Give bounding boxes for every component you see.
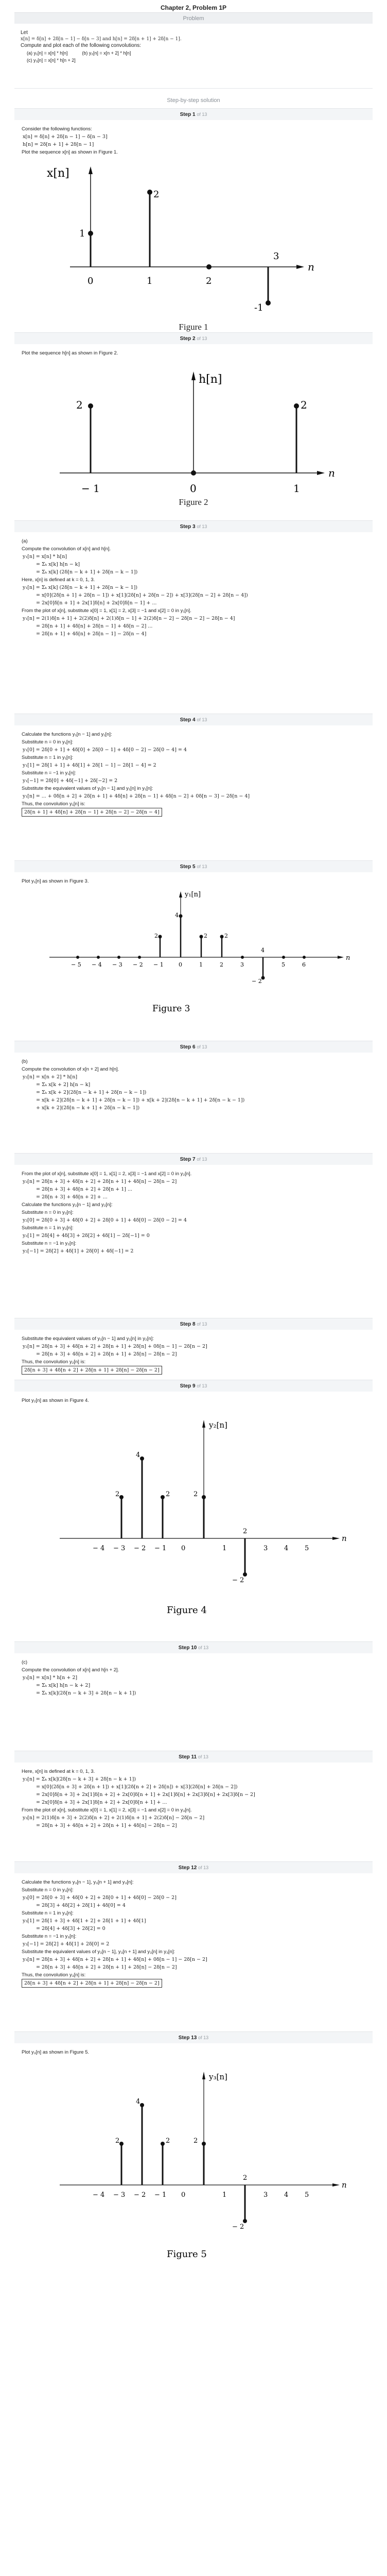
value-label: − 2: [232, 2223, 244, 2231]
tick-label: 5: [305, 2191, 309, 2199]
stem-dot: [119, 1495, 124, 1499]
figure-caption: Figure 5: [167, 2249, 207, 2260]
y-axis-arrow: [202, 1420, 205, 1428]
tick-label: 3: [263, 2191, 268, 2199]
value-label: − 2: [232, 1577, 244, 1584]
step-text: Plot the sequence x[n] as shown in Figure 1.: [22, 149, 118, 155]
step-header[interactable]: Step 1 of 13: [14, 109, 373, 120]
tick-label: 0: [179, 961, 182, 968]
tick-label: − 1: [154, 1545, 167, 1552]
axis-label-y: h[n]: [199, 373, 222, 386]
step-13: [14, 2031, 373, 2276]
value-label: 2: [301, 399, 307, 411]
stem-dot: [243, 2219, 247, 2223]
step-text: Plot y₁[n] as shown in Figure 3.: [22, 878, 89, 884]
chapter-title: Chapter 2, Problem 1P: [160, 4, 227, 11]
step-text: Calculate the functions y₂[n − 1] and y₂[n]:: [22, 1202, 113, 1208]
step-7: [14, 1153, 373, 1318]
step-text: Substitute n = 0 in y₂[n]:: [22, 1210, 74, 1215]
equation: = 2δ[n + 3] + 4δ[n + 2] + 2δ[n + 1] + 4δ[n] − 2δ[n − 2]: [36, 1823, 177, 1828]
step-text: Substitute n = −1 in y₁[n]:: [22, 770, 76, 776]
equation: y₂[n] = 2δ[n + 3] + 4δ[n + 2] + 2δ[n + 1] + 4δ[n] − 2δ[n − 2]: [23, 1179, 177, 1184]
equation: y₂[−1] = 2δ[2] + 4δ[1] + 2δ[0] + 4δ[−1] = 2: [23, 1248, 134, 1254]
tick-label: − 2: [133, 961, 143, 968]
equation: = 2δ[3] + 4δ[2] + 2δ[1] + 4δ[0] = 4: [36, 1903, 126, 1908]
value-label: − 2: [252, 978, 262, 985]
equation: y₁[n] = ... + 0δ[n + 2] + 2δ[n + 1] + 4δ[n] + 2δ[n − 1] + 4δ[n − 2] + 0δ[n − 3] − 2δ[n − 4]: [23, 793, 250, 799]
value-label: 1: [79, 228, 85, 239]
axis-label-y: y₃[n]: [209, 2072, 227, 2081]
equation: y₃[n] = Σₖ x[k](2δ[n − k + 3] + 2δ[n − k + 1]): [23, 1776, 136, 1782]
stem-dot: [202, 1495, 206, 1499]
equation: y₂[n] = x[n + 2] * h[n]: [23, 1074, 78, 1080]
value-label: 2: [115, 2137, 120, 2145]
figure-caption: Figure 3: [152, 1004, 190, 1014]
equation: = 2x[0]δ[n + 3] + 2x[1]δ[n + 2] + 2x[0]δ[n + 1] + ...: [36, 1800, 167, 1805]
zero-dot: [282, 956, 285, 959]
problem-instruction: Compute and plot each of the following convolutions:: [21, 43, 142, 48]
equation: + x[k + 2](2δ[n − k + 1] + 2δ[n − k − 1]): [36, 1105, 140, 1111]
tick-label: 2: [220, 961, 223, 968]
step-text: (c): [22, 1659, 28, 1665]
step-text: Substitute the equivalent values of y₂[n − 1] and y₂[n] in y₂[n]:: [22, 1336, 154, 1342]
problem-let: Let: [21, 30, 28, 36]
tick-label: − 3: [113, 1545, 126, 1552]
stem-n3-dot: [266, 300, 271, 306]
tick-label: − 1: [154, 2191, 167, 2199]
value-label: 4: [136, 1451, 140, 1459]
step-text: Plot the sequence h[n] as shown in Figure 2.: [22, 350, 118, 356]
problem-parts: [27, 50, 366, 56]
tick-label: − 1: [153, 961, 164, 968]
value-label: 2: [154, 933, 158, 939]
step-text: Substitute n = 1 in y₂[n]:: [22, 1225, 74, 1231]
value-label: 2: [115, 1490, 120, 1498]
step-header[interactable]: Step 4 of 13: [14, 714, 373, 725]
tick-label: 1: [293, 482, 300, 495]
tick-label: 3: [240, 961, 244, 968]
step-text: (a): [22, 538, 28, 544]
equation: = 2δ[4] + 4δ[3] + 2δ[2] = 0: [36, 1926, 105, 1931]
step-header[interactable]: Step 2 of 13: [14, 333, 373, 344]
equation: = x[0](2δ[n + 1] + 2δ[n − 1]) + x[1](2δ[n] + 2δ[n − 2]) + x[3](2δ[n − 2] + 2δ[n − 4]): [36, 592, 248, 598]
zero-dot: [76, 956, 79, 959]
equation: y₁[n] = x[n] * h[n]: [23, 554, 67, 560]
zero-dot: [138, 956, 141, 959]
tick-label: − 4: [92, 961, 102, 968]
equation: h[n] = 2δ[n + 1] + 2δ[n − 1]: [23, 142, 94, 147]
equation: y₃[0] = 2δ[0 + 3] + 4δ[0 + 2] + 2δ[0 + 1] + 4δ[0] − 2δ[0 − 2]: [23, 1895, 177, 1901]
equation: y₃[n] = 2(1)δ[n + 3] + 2(2)δ[n + 2] + 2(1)δ[n + 1] + 2(2)δ[n] − 2δ[n − 2]: [23, 1815, 205, 1821]
stem-dot: [159, 935, 162, 939]
equation: = Σₖ x[k] h[n − k]: [36, 562, 80, 567]
step-12: [14, 1861, 373, 2031]
x-axis-arrow: [332, 1537, 340, 1540]
problem-definition: x[n] = δ[n] + 2δ[n − 1] − δ[n − 3] and h[n] = 2δ[n + 1] + 2δ[n − 1].: [21, 37, 182, 42]
tick-label: − 2: [134, 1545, 146, 1552]
step-header[interactable]: Step 8 of 13: [14, 1318, 373, 1330]
tick-label: − 4: [93, 1545, 105, 1552]
step-text: From the plot of x[n], substitute x[0] = 1, x[1] = 2, x[3] = −1 and x[2] = 0 in y₂[n].: [22, 1171, 192, 1177]
stem-dot: [179, 914, 183, 918]
step-text: (b): [22, 1059, 28, 1064]
tick-label: 0: [181, 1545, 186, 1552]
tick-label: 0: [190, 482, 197, 495]
step-text: Compute the convolution of x[n] and h[n].: [22, 546, 111, 552]
axis-label-y: y₂[n]: [209, 1420, 227, 1430]
stem-dot: [88, 403, 93, 409]
equation: = 2δ[n + 3] + 4δ[n + 2] + 2δ[n + 1] + 2δ[n] − 2δ[n − 2]: [36, 1964, 177, 1970]
stem-n0-dot: [88, 231, 93, 236]
x-axis-arrow: [332, 2183, 340, 2187]
step-text: Substitute the equivalent values of y₁[n − 1] and y₁[n] in y₁[n]:: [22, 786, 153, 791]
equation: y₁[n] = 2(1)δ[n + 1] + 2(2)δ[n] + 2(1)δ[n − 1] + 2(2)δ[n − 2] − 2δ[n − 2] − 2δ[n − 4]: [23, 616, 235, 621]
value-label: 2: [194, 2137, 198, 2145]
step-text: From the plot of x[n], substitute x[0] = 1, x[1] = 2, x[3] = −1 and x[2] = 0 in y₁[n].: [22, 608, 191, 614]
step-header[interactable]: Step 9 of 13: [14, 1380, 373, 1392]
equation: y₃[n] = 2δ[n + 3] + 4δ[n + 2] + 2δ[n + 1] + 4δ[n] + 0δ[n − 1] − 2δ[n − 2]: [23, 1957, 207, 1962]
value-label: -1: [254, 302, 263, 313]
axis-label-y: x[n]: [47, 167, 69, 180]
value-label: 2: [204, 933, 207, 939]
step-text: Substitute n = 1 in y₃[n]:: [22, 1910, 74, 1916]
value-label: 2: [224, 933, 228, 939]
equation: = Σₖ x[k](2δ[n − k + 3] + 2δ[n − k + 1]): [36, 1690, 136, 1696]
tick-labels: [93, 1528, 309, 1552]
step-text: Substitute the equivalent values of y₃[n − 1], y₃[n + 1] and y₃[n] in y₃[n]:: [22, 1949, 175, 1955]
value-label: 2: [76, 399, 83, 411]
value-label: 2: [166, 1490, 170, 1498]
tick-label: − 2: [134, 2191, 146, 2199]
equation: = Σₖ x[k + 2] h[n − k]: [36, 1082, 91, 1088]
stem-dot: [202, 2142, 206, 2146]
step-text: Calculate the functions y₁[n − 1] and y₁[n]:: [22, 732, 112, 737]
axis-label-y: y₁[n]: [185, 891, 201, 899]
step-text: Thus, the convolution y₃[n] is:: [22, 1972, 86, 1978]
equation: y₂[0] = 2δ[0 + 3] + 4δ[0 + 2] + 2δ[0 + 1] + 4δ[0] − 2δ[0 − 2] = 4: [23, 1217, 187, 1223]
answer-box: 2δ[n + 1] + 4δ[n] + 2δ[n − 1] + 2δ[n − 2] − 2δ[n − 4]: [22, 808, 162, 817]
stem-n2-dot: [206, 264, 212, 269]
stem-dot: [294, 403, 299, 409]
stem-dot: [140, 2103, 144, 2107]
step-header[interactable]: Step 5 of 13: [14, 861, 373, 872]
zero-dot: [241, 956, 244, 959]
step-2: [14, 332, 373, 520]
step-text: Plot y₂[n] as shown in Figure 4.: [22, 1398, 89, 1403]
tick-label: 4: [284, 2191, 289, 2199]
equation: = 2δ[n + 3] + 4δ[n + 2] + ...: [36, 1194, 108, 1200]
tick-label: 1: [222, 2191, 227, 2199]
figure-1-plot: [39, 156, 348, 321]
equation: = 2δ[n + 1] + 4δ[n] + 2δ[n − 1] − 2δ[n − 4]: [36, 631, 147, 637]
equation: = 2δ[n + 3] + 4δ[n + 2] + 2δ[n + 1] ...: [36, 1187, 133, 1192]
step-text: Calculate the functions y₃[n − 1], y₃[n + 1] and y₃[n]:: [22, 1879, 134, 1885]
problem-bar[interactable]: Problem: [14, 12, 373, 24]
figure-caption: Figure 4: [167, 1605, 207, 1616]
step-text: Substitute n = −1 in y₃[n]:: [22, 1934, 77, 1939]
stem-dot: [161, 1495, 165, 1499]
step-text: From the plot of x[n], substitute x[0] = 1, x[1] = 2, x[3] = −1 and x[2] = 0 in y₃[n].: [22, 1807, 192, 1813]
zero-dot: [117, 956, 120, 959]
stem-dot: [119, 2142, 124, 2146]
tick-label: − 3: [113, 2191, 126, 2199]
step-text: Compute the convolution of x[n] and h[n + 2].: [22, 1667, 119, 1673]
axis-label-x: n: [346, 954, 350, 962]
zero-dot: [303, 956, 306, 959]
step-11: [14, 1751, 373, 1861]
answer-box: 2δ[n + 3] + 4δ[n + 2] + 2δ[n + 1] + 2δ[n] − 2δ[n − 2]: [22, 1979, 162, 1988]
equation: = Σₖ x[k] (2δ[n − k + 1] + 2δ[n − k − 1]): [36, 569, 138, 575]
step-header[interactable]: Step 13 of 13: [14, 2032, 373, 2043]
tick-label: 0: [181, 2191, 186, 2199]
value-label: 2: [166, 2137, 170, 2145]
tick-label: 5: [282, 961, 285, 968]
y-axis-arrow: [191, 371, 196, 380]
step-text: Substitute n = −1 in y₂[n]:: [22, 1241, 77, 1246]
zero-dot: [97, 956, 100, 959]
tick-label: 0: [87, 276, 94, 286]
answer-box: 2δ[n + 3] + 4δ[n + 2] + 2δ[n + 1] + 2δ[n] − 2δ[n − 2]: [22, 1366, 162, 1375]
step-header[interactable]: Step 12 of 13: [14, 1862, 373, 1873]
stem-dot: [140, 1456, 144, 1461]
equation: = 2δ[n + 3] + 4δ[n + 2] + 2δ[n + 1] + 2δ[n] − 2δ[n − 2]: [36, 1351, 177, 1357]
equation: = 2x[0]δ[n + 3] + 2x[1]δ[n + 2] + 2x[0]δ[n + 1] + 2x[1]δ[n] + 2x[3]δ[n] + 2x[3]δ[n − 2]: [36, 1792, 255, 1798]
figure-2-plot: [39, 357, 348, 496]
y-axis-arrow: [179, 891, 182, 897]
axis-label-x: n: [342, 2180, 347, 2190]
value-label: 2: [153, 189, 160, 200]
step-text: Substitute n = 1 in y₁[n]:: [22, 755, 74, 760]
tick-label: 5: [305, 1545, 309, 1552]
y-axis-arrow: [89, 166, 93, 174]
equation: = x[0](2δ[n + 3] + 2δ[n + 1]) + x[1](2δ[n + 2] + 2δ[n]) + x[3](2δ[n] + 2δ[n − 2]): [36, 1784, 238, 1790]
equation: = Σₖ x[k + 2](2δ[n − k + 1] + 2δ[n − k − 1]): [36, 1090, 147, 1095]
equation: y₃[1] = 2δ[1 + 3] + 4δ[1 + 2] + 2δ[1 + 1] + 4δ[1]: [23, 1918, 146, 1924]
step-header[interactable]: Step 6 of 13: [14, 1041, 373, 1053]
step-3: [14, 520, 373, 714]
tick-label: − 4: [93, 2191, 105, 2199]
stem-dot: [191, 470, 196, 476]
equation: y₃[n] = x[n] * h[n + 2]: [23, 1675, 78, 1681]
axis-label-x: n: [328, 467, 335, 479]
equation: y₁[1] = 2δ[1 + 1] + 4δ[1] + 2δ[1 − 1] − 2δ[1 − 4] = 2: [23, 762, 156, 768]
tick-label: 1: [222, 1545, 227, 1552]
step-6: [14, 1041, 373, 1153]
figure-4-plot: [29, 1404, 358, 1621]
stem-dot: [243, 1572, 247, 1577]
tick-label: 2: [243, 1528, 248, 1535]
x-axis-arrow: [317, 471, 325, 475]
figure-caption: Figure 2: [179, 497, 208, 507]
tick-label: 1: [147, 276, 153, 286]
step-header[interactable]: Step 11 of 13: [14, 1751, 373, 1762]
tick-label: 4: [284, 1545, 289, 1552]
value-label: 2: [194, 1490, 198, 1498]
figure-5-plot: [29, 2056, 358, 2262]
tick-label: 1: [199, 961, 203, 968]
tick-label: − 5: [71, 961, 81, 968]
equation: y₁[n] = Σₖ x[k] (2δ[n − k + 1] + 2δ[n − k − 1]): [23, 585, 138, 590]
stem-dot: [200, 935, 203, 939]
step-text: Here, x[n] is defined at k = 0, 1, 3.: [22, 577, 95, 583]
x-axis-arrow: [338, 956, 344, 959]
step-header[interactable]: Step 3 of 13: [14, 521, 373, 532]
value-label: 4: [175, 912, 179, 919]
step-text: Here, x[n] is defined at k = 0, 1, 3.: [22, 1769, 95, 1774]
tick-labels: [93, 2174, 309, 2199]
tick-label: 2: [243, 2174, 248, 2182]
problem-part-b: (b) y₂[n] = x[n + 2] * h[n]: [82, 50, 131, 56]
equation: y₂[1] = 2δ[4] + 4δ[3] + 2δ[2] + 4δ[1] − 2δ[−1] = 0: [23, 1233, 150, 1239]
tick-label: − 1: [81, 482, 100, 495]
equation: = 2x[0]δ[n + 1] + 2x[1]δ[n] + 2x[0]δ[n − 1] + ...: [36, 600, 157, 606]
problem-part-c: (c) y₃[n] = x[n] * h[n + 2]: [27, 58, 76, 63]
equation: y₃[−1] = 2δ[2] + 4δ[1] + 2δ[0] = 2: [23, 1941, 110, 1947]
figure-caption: Figure 1: [179, 322, 208, 332]
stem-n1-dot: [147, 190, 152, 195]
step-text: Substitute n = 0 in y₁[n]:: [22, 739, 74, 745]
step-9: [14, 1380, 373, 1641]
step-text: Substitute n = 0 in y₃[n]:: [22, 1887, 74, 1893]
equation: = 2δ[n + 1] + 4δ[n] + 2δ[n − 1] + 4δ[n − 2] ...: [36, 623, 153, 629]
step-text: Thus, the convolution y₁[n] is:: [22, 801, 85, 807]
equation: y₁[0] = 2δ[0 + 1] + 4δ[0] + 2δ[0 − 1] + 4δ[0 − 2] − 2δ[0 − 4] = 4: [23, 747, 187, 753]
tick-label: − 3: [112, 961, 122, 968]
equation: y₂[n] = 2δ[n + 3] + 4δ[n + 2] + 2δ[n + 1] + 2δ[n] + 0δ[n − 1] − 2δ[n − 2]: [23, 1344, 207, 1349]
step-text: Plot y₃[n] as shown in Figure 5.: [22, 2049, 90, 2055]
problem-statement: [14, 24, 373, 89]
x-axis-arrow: [296, 265, 304, 269]
tick-label: 3: [273, 251, 279, 262]
tick-label: 6: [302, 961, 306, 968]
step-5: [14, 860, 373, 1041]
problem-part-a: (a) y₁[n] = x[n] * h[n]: [27, 50, 68, 56]
axis-label-x: n: [308, 261, 314, 273]
stem-dot: [220, 935, 224, 939]
step-text: Thus, the convolution y₂[n] is:: [22, 1359, 86, 1365]
step-1: [14, 108, 373, 332]
equation: = x[k + 2](2δ[n − k + 1] + 2δ[n − k − 1]) + x[k + 2](2δ[n − k + 1] + 2δ[n − k − 1]): [36, 1097, 245, 1103]
stem-dot: [161, 2142, 165, 2146]
value-label: 4: [136, 2098, 140, 2106]
axis-label-x: n: [342, 1534, 347, 1543]
step-4: [14, 714, 373, 860]
step-header[interactable]: Step 7 of 13: [14, 1154, 373, 1165]
step-10: [14, 1641, 373, 1751]
tick-label: 2: [206, 276, 212, 286]
equation: x[n] = δ[n] + 2δ[n − 1] − δ[n − 3]: [23, 134, 108, 140]
tick-label: 3: [263, 1545, 268, 1552]
step-text: Compute the convolution of x[n + 2] and h[n].: [22, 1066, 119, 1072]
tick-label: 4: [261, 947, 265, 954]
step-by-step-label: Step-by-step solution: [167, 97, 220, 104]
step-8: [14, 1318, 373, 1380]
figure-3-plot: [29, 885, 358, 1019]
equation: = Σₖ x[k] h[n − k + 2]: [36, 1683, 91, 1688]
step-text: Consider the following functions:: [22, 126, 92, 132]
y-axis-arrow: [202, 2072, 205, 2079]
step-header[interactable]: Step 10 of 13: [14, 1642, 373, 1653]
equation: y₁[−1] = 2δ[0] + 4δ[−1] + 2δ[−2] = 2: [23, 778, 118, 784]
